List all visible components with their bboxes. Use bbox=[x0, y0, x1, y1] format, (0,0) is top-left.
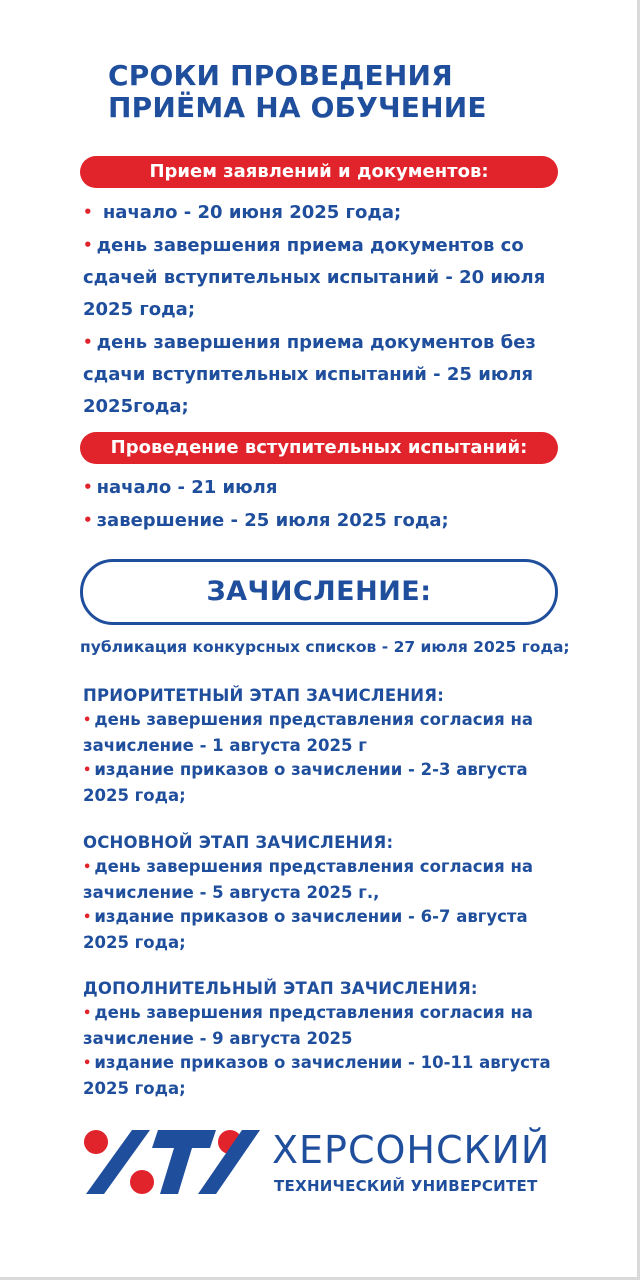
exams-list bbox=[83, 471, 563, 537]
stage-title: ДОПОЛНИТЕЛЬНЫЙ ЭТАП ЗАЧИСЛЕНИЯ: bbox=[83, 979, 478, 998]
bullet-icon: • bbox=[83, 713, 92, 728]
applications-heading: Прием заявлений и документов: bbox=[80, 156, 558, 188]
list-item: • день завершения приема документов без сдачи вступительных испытаний - 25 июля 2025года; bbox=[83, 332, 536, 417]
publication-note: публикация конкурсных списков - 27 июля 2025 года; bbox=[80, 638, 570, 656]
university-name: ХЕРСОНСКИЙ bbox=[272, 1128, 551, 1172]
enrollment-heading: ЗАЧИСЛЕНИЕ: bbox=[80, 559, 558, 625]
page-title bbox=[108, 60, 568, 124]
xtu-logo-icon bbox=[82, 1128, 262, 1196]
bullet-icon: • bbox=[83, 478, 93, 496]
bullet-icon: • bbox=[83, 860, 92, 875]
bullet-icon: • bbox=[83, 910, 92, 925]
list-item: • день завершения представления согласия на зачисление - 1 августа 2025 г bbox=[83, 710, 533, 755]
list-item: • издание приказов о зачислении - 6-7 августа 2025 года; bbox=[83, 907, 528, 952]
bullet-icon: • bbox=[83, 333, 93, 351]
stage-title: ПРИОРИТЕТНЫЙ ЭТАП ЗАЧИСЛЕНИЯ: bbox=[83, 686, 445, 705]
list-item: • день завершения представления согласия на зачисление - 5 августа 2025 г., bbox=[83, 857, 533, 902]
title-line-1: СРОКИ ПРОВЕДЕНИЯ bbox=[108, 59, 453, 92]
applications-list bbox=[83, 196, 563, 423]
bullet-icon: • bbox=[83, 1056, 92, 1071]
list-item: • издание приказов о зачислении - 10-11 августа 2025 года; bbox=[83, 1053, 551, 1098]
bullet-icon: • bbox=[83, 763, 92, 778]
stage-title: ОСНОВНОЙ ЭТАП ЗАЧИСЛЕНИЯ: bbox=[83, 833, 394, 852]
stage-main bbox=[83, 831, 573, 955]
bullet-icon: • bbox=[83, 236, 93, 254]
list-item: • начало - 21 июля bbox=[83, 477, 278, 498]
list-item: • издание приказов о зачислении - 2-3 августа 2025 года; bbox=[83, 760, 528, 805]
university-subtitle: ТЕХНИЧЕСКИЙ УНИВЕРСИТЕТ bbox=[274, 1177, 538, 1195]
bullet-icon: • bbox=[83, 203, 93, 221]
list-item: • начало - 20 июня 2025 года; bbox=[83, 202, 402, 223]
exams-heading: Проведение вступительных испытаний: bbox=[80, 432, 558, 464]
list-item: • день завершения приема документов со сдачей вступительных испытаний - 20 июля 2025 года; bbox=[83, 235, 546, 320]
stage-additional bbox=[83, 977, 573, 1101]
list-item: • завершение - 25 июля 2025 года; bbox=[83, 510, 449, 531]
bullet-icon: • bbox=[83, 511, 93, 529]
stage-priority bbox=[83, 684, 573, 808]
university-logo bbox=[82, 1128, 562, 1200]
title-line-2: ПРИЁМА НА ОБУЧЕНИЕ bbox=[108, 91, 487, 124]
bullet-icon: • bbox=[83, 1006, 92, 1021]
list-item: • день завершения представления согласия на зачисление - 9 августа 2025 bbox=[83, 1003, 533, 1048]
